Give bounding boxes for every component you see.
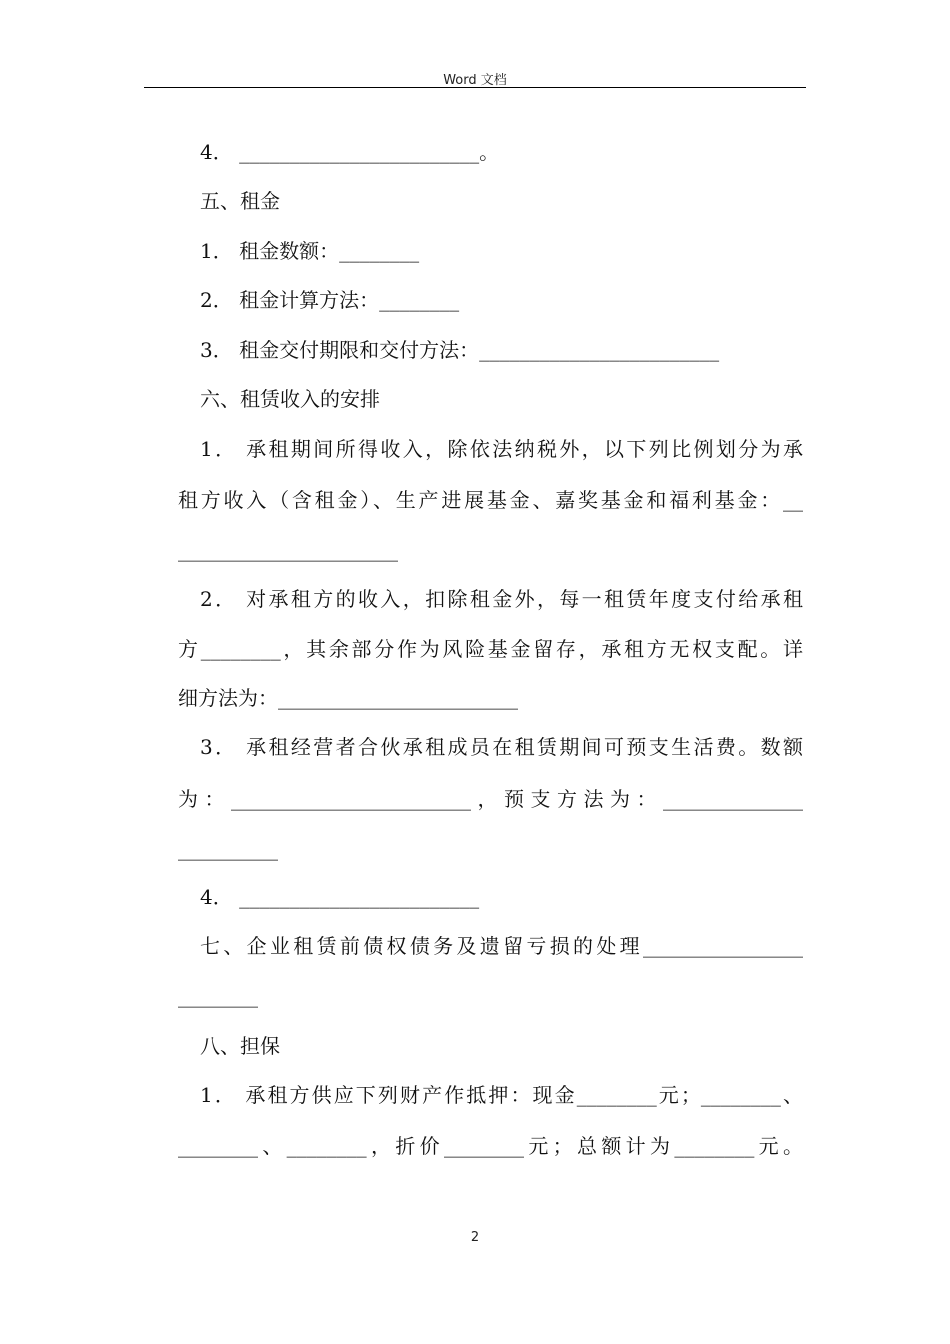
doc-line: 租方收入（含租金）、生产进展基金、嘉奖基金和福利基金：__ [178, 488, 803, 512]
doc-line: 3． 承租经营者合伙承租成员在租赁期间可预支生活费。数额 [200, 735, 803, 759]
header-title: Word 文档 [443, 73, 507, 88]
header-rule [144, 87, 806, 88]
doc-line: 4． ________________________。 [200, 140, 500, 164]
doc-line: 为：________________________，预支方法为：______________ [178, 787, 803, 811]
doc-line: 4． ________________________ [200, 885, 480, 909]
doc-line: 1． 承租方供应下列财产作抵押：现金________元；________、 [200, 1083, 803, 1107]
doc-line: 1． 承租期间所得收入，除依法纳税外，以下列比例划分为承 [200, 437, 803, 461]
doc-line: __________ [178, 837, 278, 861]
doc-line: 1． 租金数额：________ [200, 239, 420, 263]
page-number: 2 [470, 1230, 480, 1245]
section-heading: 七、企业租赁前债权债务及遗留亏损的处理________________ [200, 934, 803, 958]
section-heading: 五、租金 [200, 189, 280, 213]
section-heading: 六、租赁收入的安排 [200, 387, 380, 411]
doc-line: 方________，其余部分作为风险基金留存，承租方无权支配。详 [178, 637, 803, 661]
doc-line: ________、________，折价________元；总额计为________元。 [178, 1134, 803, 1158]
doc-line: ________ [178, 984, 258, 1008]
section-heading: 八、担保 [200, 1034, 280, 1058]
doc-line: ______________________ [178, 538, 398, 562]
doc-line: 2． 对承租方的收入，扣除租金外，每一租赁年度支付给承租 [200, 587, 803, 611]
doc-line: 细方法为：________________________ [178, 686, 518, 710]
doc-line: 3． 租金交付期限和交付方法：________________________ [200, 338, 720, 362]
doc-line: 2． 租金计算方法：________ [200, 288, 460, 312]
